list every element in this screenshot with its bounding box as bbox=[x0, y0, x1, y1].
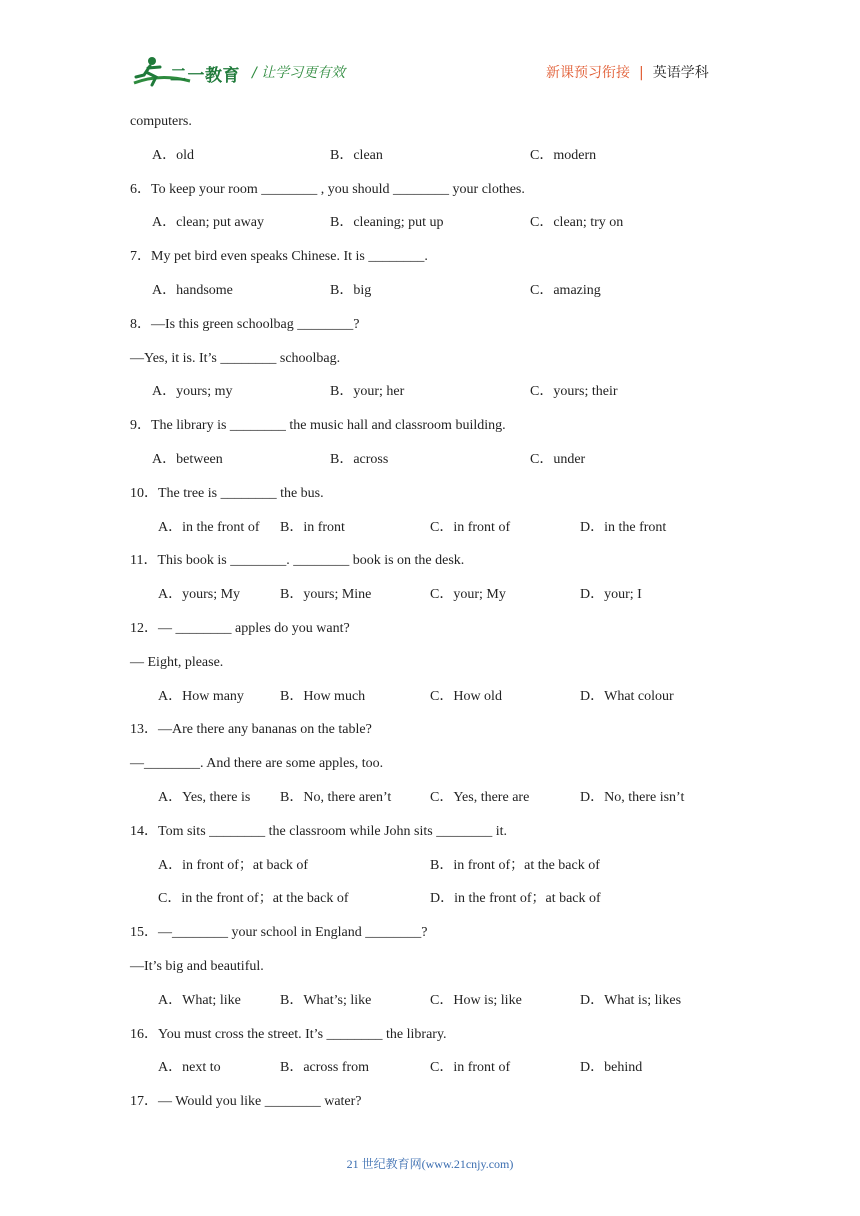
answer-option: B．your; her bbox=[330, 384, 405, 400]
answer-option: A．next to bbox=[158, 1060, 221, 1076]
options-row bbox=[130, 515, 750, 549]
answer-option: C．yours; their bbox=[530, 384, 618, 400]
answer-option: A．in front of；at back of bbox=[158, 857, 309, 873]
question-content bbox=[130, 109, 750, 1123]
answer-option: C．in the front of；at the back of bbox=[158, 891, 349, 907]
answer-option: D．No, there isn’t bbox=[580, 789, 685, 805]
answer-option: D．in the front of；at back of bbox=[430, 891, 601, 907]
question-line: computers. bbox=[130, 114, 192, 129]
question-line: 11．This book is ________. ________ book is on the desk. bbox=[130, 553, 465, 569]
options-row bbox=[130, 210, 750, 244]
header-course: 新课预习衔接 bbox=[546, 65, 630, 81]
options-row bbox=[130, 853, 750, 887]
options-row bbox=[130, 988, 750, 1022]
options-row bbox=[130, 684, 750, 718]
options-row bbox=[130, 785, 750, 819]
header-subject: 英语学科 bbox=[652, 65, 709, 81]
question-line: —It’s big and beautiful. bbox=[130, 958, 264, 974]
answer-option: B．across bbox=[330, 451, 389, 467]
answer-option: B．across from bbox=[280, 1060, 370, 1076]
answer-option: D．behind bbox=[580, 1060, 643, 1076]
question-line: 9．The library is ________ the music hall and classroom building. bbox=[130, 418, 506, 434]
question-line: — Eight, please. bbox=[130, 654, 224, 670]
brand-name: 二一教育 bbox=[170, 66, 240, 86]
answer-option: D．in the front bbox=[580, 519, 667, 535]
answer-option: B．in front bbox=[280, 519, 345, 535]
answer-option: C．How old bbox=[430, 688, 502, 704]
page-header bbox=[0, 0, 860, 100]
answer-option: A．yours; my bbox=[152, 384, 233, 400]
answer-option: B．in front of；at the back of bbox=[430, 857, 600, 873]
answer-option: C．How is; like bbox=[430, 992, 522, 1008]
answer-option: B．clean bbox=[330, 147, 383, 163]
question-line: 10．The tree is ________ the bus. bbox=[130, 485, 324, 501]
answer-option: D．What colour bbox=[580, 688, 674, 704]
answer-option: A．What; like bbox=[158, 992, 241, 1008]
answer-option: B．cleaning; put up bbox=[330, 215, 444, 231]
header-right bbox=[546, 62, 709, 82]
question-line: 17．— Would you like ________ water? bbox=[130, 1094, 362, 1110]
answer-option: C．clean; try on bbox=[530, 215, 624, 231]
answer-option: A．Yes, there is bbox=[158, 789, 251, 805]
header-separator: | bbox=[639, 65, 644, 81]
answer-option: C．amazing bbox=[530, 282, 601, 298]
options-row bbox=[130, 582, 750, 616]
answer-option: D．your; I bbox=[580, 587, 642, 603]
answer-option: B．big bbox=[330, 282, 372, 298]
options-row bbox=[130, 447, 750, 481]
question-line: 13．—Are there any bananas on the table? bbox=[130, 722, 372, 738]
answer-option: C．in front of bbox=[430, 1060, 511, 1076]
answer-option: A．handsome bbox=[152, 282, 233, 298]
answer-option: B．How much bbox=[280, 688, 366, 704]
slogan: / 让学习更有效 bbox=[252, 65, 346, 81]
answer-option: A．yours; My bbox=[158, 587, 241, 603]
question-line: 15．—________ your school in England ________? bbox=[130, 925, 428, 941]
options-row bbox=[130, 886, 750, 920]
question-line: 8．—Is this green schoolbag ________? bbox=[130, 316, 360, 332]
question-line: 14．Tom sits ________ the classroom while John sits ________ it. bbox=[130, 823, 508, 839]
answer-option: B．yours; Mine bbox=[280, 587, 372, 603]
answer-option: D．What is; likes bbox=[580, 992, 682, 1008]
answer-option: B．No, there aren’t bbox=[280, 789, 392, 805]
options-row bbox=[130, 1055, 750, 1089]
question-line: 12．— ________ apples do you want? bbox=[130, 620, 350, 636]
question-line: 6．To keep your room ________ , you should ________ your clothes. bbox=[130, 181, 525, 197]
page-footer: 21 世纪教育网(www.21cnjy.com) bbox=[346, 1157, 514, 1171]
answer-option: C．your; My bbox=[430, 587, 506, 603]
question-line: —Yes, it is. It’s ________ schoolbag. bbox=[130, 350, 341, 366]
options-row bbox=[130, 143, 750, 177]
answer-option: C．in front of bbox=[430, 519, 511, 535]
answer-option: C．Yes, there are bbox=[430, 789, 530, 805]
answer-option: A．between bbox=[152, 451, 223, 467]
options-row bbox=[130, 379, 750, 413]
answer-option: C．under bbox=[530, 451, 586, 467]
question-line: 7．My pet bird even speaks Chinese. It is ________. bbox=[130, 249, 428, 265]
answer-option: C．modern bbox=[530, 147, 597, 163]
options-row bbox=[130, 278, 750, 312]
answer-option: A．How many bbox=[158, 688, 244, 704]
answer-option: A．old bbox=[152, 147, 194, 163]
question-line: —________. And there are some apples, too. bbox=[130, 756, 384, 772]
answer-option: A．in the front of bbox=[158, 519, 260, 535]
answer-option: A．clean; put away bbox=[152, 215, 264, 231]
answer-option: B．What’s; like bbox=[280, 992, 372, 1008]
question-line: 16．You must cross the street. It’s ________ the library. bbox=[130, 1026, 447, 1042]
